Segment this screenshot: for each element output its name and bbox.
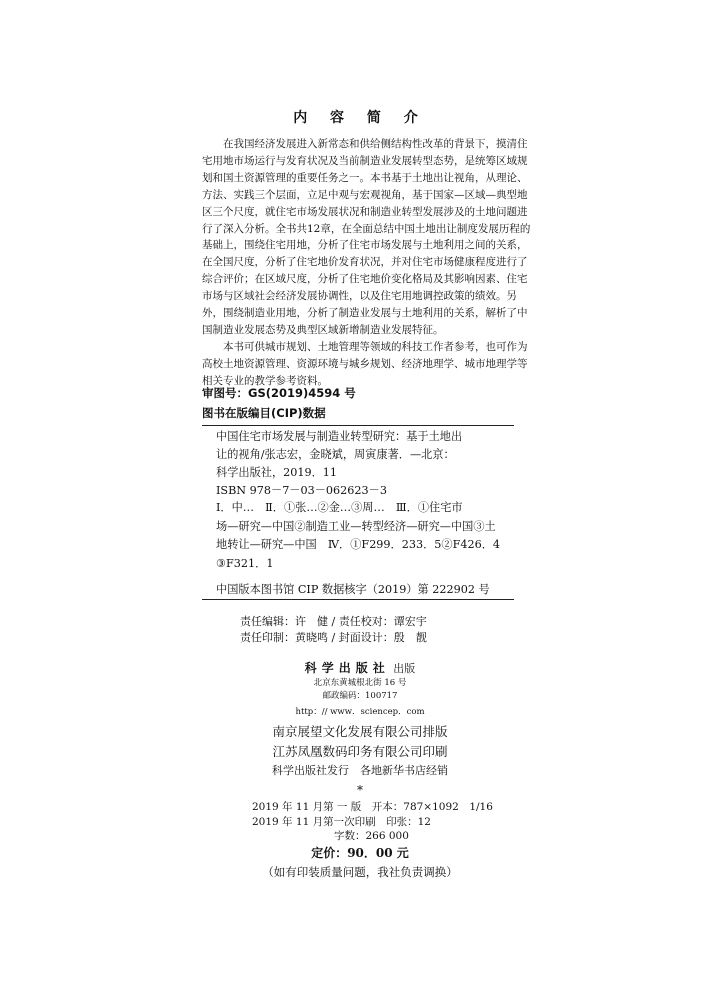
summary-line: 化格局及其影响因素、住宅市场与区域社会经济发展协调性，以及住宅用地调控	[202, 273, 528, 303]
typeset-printer-block	[0, 722, 720, 742]
summary-line: 践三个层面，立足中观与宏观视角，基于国家—区域—典型地区三个尺度，就	[202, 188, 528, 218]
cip-data-number: 中国版本图书馆 CIP 数据核字（2019）第 222902 号	[216, 583, 490, 596]
cip-subject-headings	[216, 499, 516, 573]
cip-top-rule	[202, 425, 514, 426]
publisher-postcode: 邮政编码：100717	[322, 691, 398, 701]
printer: 江苏凤凰数码印务有限公司印刷	[272, 744, 448, 759]
publisher-address: 北京东黄城根北街 16 号	[313, 678, 407, 688]
summary-line: 国土资源管理的重要任务之一。本书基于土地出让视角，从理论、方法、实	[202, 171, 528, 201]
summary-line: 书共12章，在全面总结中国土地出让制度发展历程的基础上，围绕住宅用地，	[202, 222, 531, 252]
summary-line: 住宅市场发展状况和制造业转型发展涉及的土地问题进行了深入分析。全	[202, 205, 528, 235]
edition-line: 2019 年 11 月第 一 版 开本：787×1092 1/16	[252, 801, 493, 813]
summary-line: 用地市场运行与发育状况及当前制造业发展转型态势，是统筹区域规划和	[202, 154, 528, 184]
content-summary	[202, 136, 532, 390]
typesetter: 南京展望文化发展有限公司排版	[272, 724, 448, 739]
edition-specs	[252, 800, 512, 844]
separator-star: *	[357, 783, 363, 797]
price: 定价：90．00 元	[311, 846, 409, 860]
summary-line: 分析了住宅市场发展与土地利用之间的关系，在全国尺度，分析了住宅地价发育	[202, 239, 528, 269]
summary-line: 析了中国制造业发展态势及典型区域新增制造业发展特征。	[202, 307, 528, 336]
distribution: 科学出版社发行 各地新华书店经销	[272, 764, 448, 777]
summary-line: 状况，并对住宅市场健康程度进行了综合评价；在区域尺度，分析了住宅地价变	[202, 256, 528, 286]
cip-entry-line: 科学出版社，2019．11	[216, 466, 338, 479]
summary-line: 在我国经济发展进入新常态和供给侧结构性改革的背景下，摸清住宅	[202, 138, 528, 167]
summary-line: 本书可供城市规划、土地管理等领域的科技工作者参考，也可作为高校	[202, 340, 528, 370]
publisher-block	[0, 660, 720, 719]
summary-paragraph-1	[202, 136, 532, 339]
editorial-credits	[240, 614, 500, 646]
cip-catalog-entry	[216, 428, 516, 500]
cip-heading: 图书在版编目(CIP)数据	[202, 406, 326, 420]
publisher-name: 科学出版社	[304, 661, 390, 675]
publisher-suffix: 出版	[393, 662, 416, 675]
map-approval-number: 审图号：GS(2019)4594 号	[202, 386, 356, 400]
summary-paragraph-2	[202, 339, 532, 390]
word-count: 字数：266 000	[334, 830, 409, 842]
subject-line: 场—研究—中国②制造工业—转型经济—研究—中国③土	[216, 519, 496, 533]
section-title: 内 容 简 介	[293, 110, 427, 126]
quality-notice: （如有印装质量问题，我社负责调换）	[262, 865, 458, 879]
isbn: ISBN 978－7－03－062623－3	[216, 484, 387, 497]
credit-line-editors: 责任编辑：许 健 / 责任校对：谭宏宇	[240, 615, 427, 628]
summary-line: 的教学参考资料。	[244, 374, 328, 387]
credit-line-production: 责任印制：黄晓鸣 / 封面设计：殷 靓	[240, 631, 427, 644]
subject-line: Ⅰ．中… Ⅱ．①张…②金…③周… Ⅲ．①住宅市	[216, 501, 463, 514]
summary-line: 土地资源管理、资源环境与城乡规划、经济地理学、城市地理学等相关专业	[202, 357, 528, 387]
publisher-website: http：// www．sciencep．com	[295, 707, 425, 717]
cip-bottom-rule	[202, 599, 514, 600]
subject-line: 地转让—研究—中国 Ⅳ．①F299．233．5②F426．4	[216, 538, 500, 551]
cip-entry-line: 让的视角/张志宏，金晓斌，周寅康著．—北京：	[216, 448, 455, 461]
cip-header	[202, 383, 542, 423]
cip-entry-line: 中国住宅市场发展与制造业转型研究：基于土地出	[216, 430, 463, 443]
printing-line: 2019 年 11 月第一次印刷 印张：12	[252, 815, 431, 828]
summary-line: 政策的绩效。另外，围绕制造业用地，分析了制造业发展与土地利用的关系，解	[202, 290, 517, 320]
subject-line: ③F321．1	[216, 556, 274, 570]
